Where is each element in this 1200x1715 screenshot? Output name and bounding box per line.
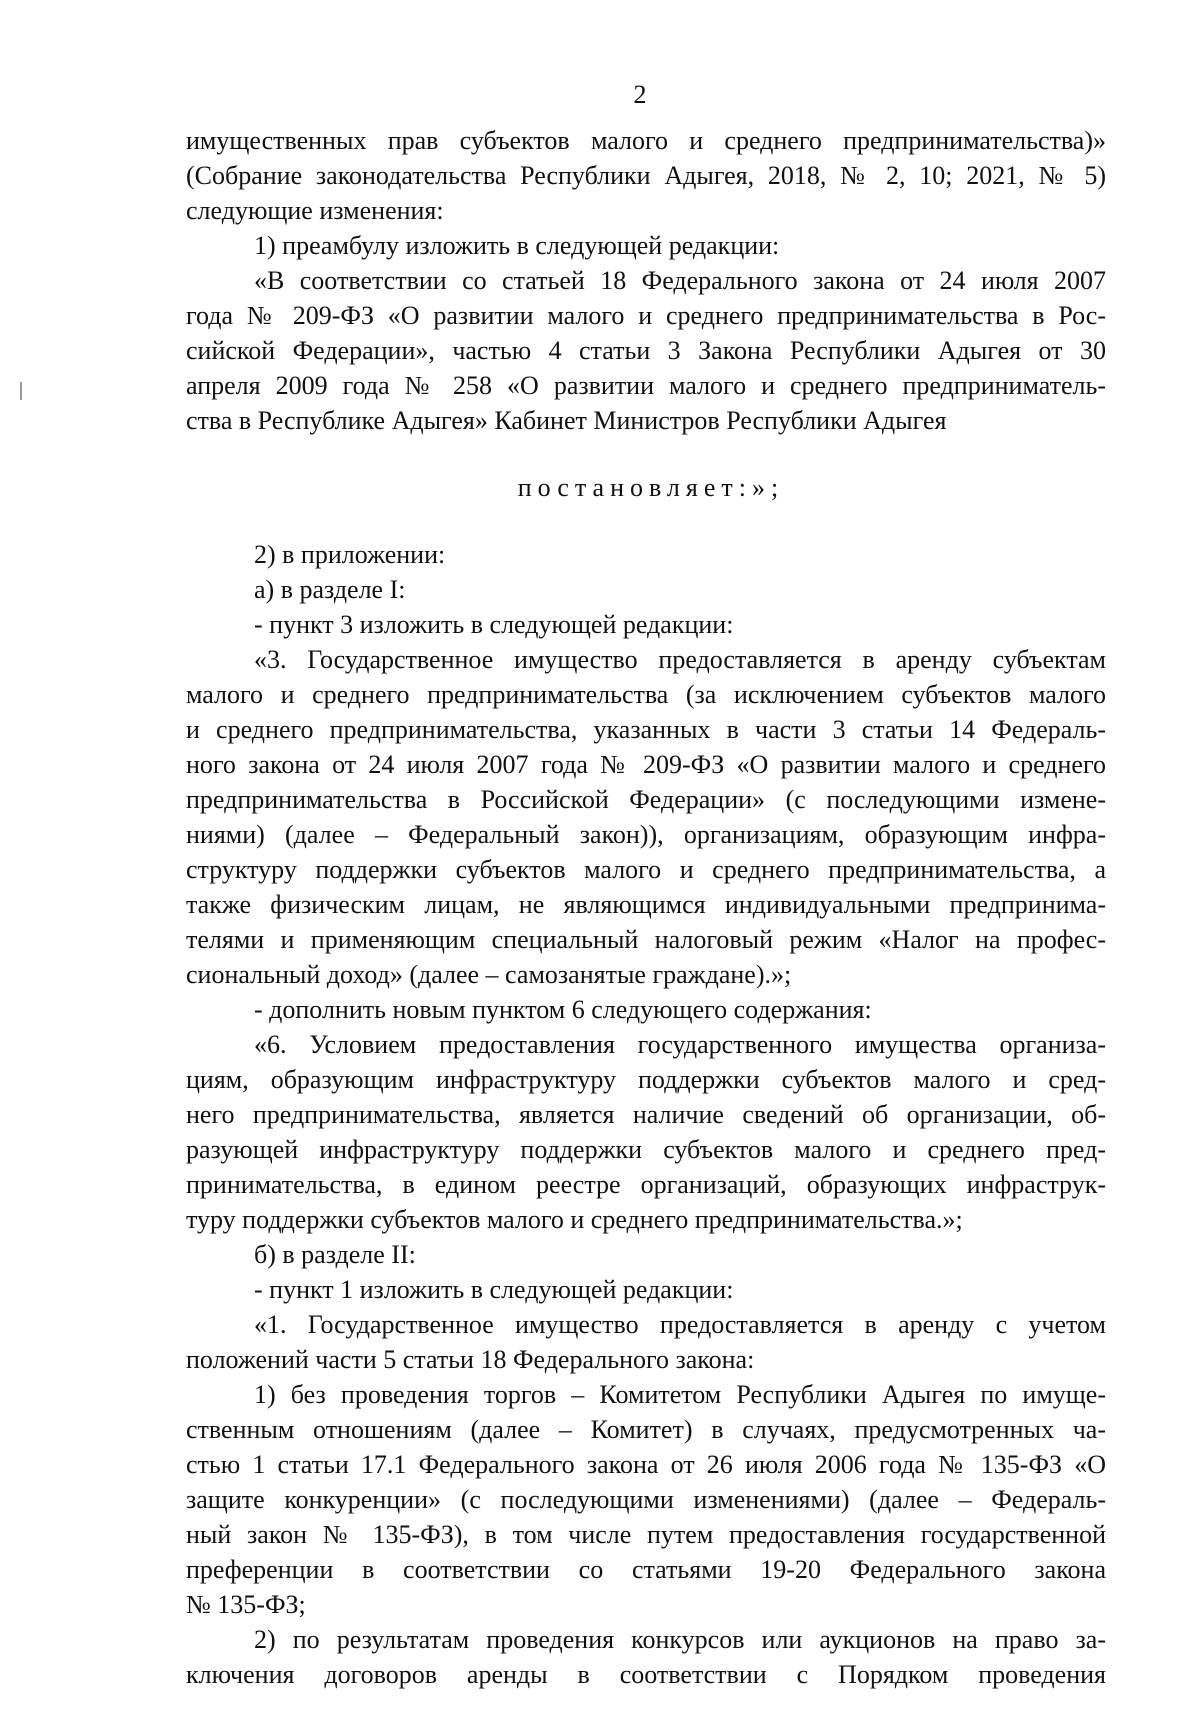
text-line: «В соответствии со статьей 18 Федерального закона от 24 июля 2007 <box>254 266 1106 295</box>
text-line: - дополнить новым пунктом 6 следующего содержания: <box>254 995 872 1024</box>
text-line: № 135-ФЗ; <box>186 1590 306 1619</box>
text-line: имущественных прав субъектов малого и среднего предпринимательства)» <box>186 126 1106 155</box>
text-line: сиональный доход» (далее – самозанятые граждане).»; <box>186 960 792 989</box>
text-line: и среднего предпринимательства, указанных в части 3 статьи 14 Федераль- <box>186 715 1106 744</box>
text-line: циям, образующим инфраструктуру поддержки субъектов малого и сред- <box>186 1065 1106 1094</box>
text-line: ного закона от 24 июля 2007 года № 209-ФЗ «О развитии малого и среднего <box>186 750 1106 779</box>
text-line: а) в разделе I: <box>254 575 406 604</box>
text-line: (Собрание законодательства Республики Адыгея, 2018, № 2, 10; 2021, № 5) <box>186 161 1106 190</box>
text-line: «3. Государственное имущество предоставляется в аренду субъектам <box>254 645 1106 674</box>
text-line: телями и применяющим специальный налоговый режим «Налог на профес- <box>186 925 1106 954</box>
text-line: сийской Федерации», частью 4 статьи 3 Закона Республики Адыгея от 30 <box>186 336 1106 365</box>
text-line: 1) без проведения торгов – Комитетом Республики Адыгея по имуще- <box>254 1380 1106 1409</box>
text-line: защите конкуренции» (с последующими изменениями) (далее – Федераль- <box>186 1485 1106 1514</box>
text-line: положений части 5 статьи 18 Федерального закона: <box>186 1345 755 1374</box>
text-line: принимательства, в едином реестре организаций, образующих инфраструк- <box>186 1170 1106 1199</box>
text-line: предпринимательства в Российской Федерации» (с последующими измене- <box>186 785 1106 814</box>
text-line: 1) преамбулу изложить в следующей редакции: <box>254 231 780 260</box>
text-line: следующие изменения: <box>186 196 444 225</box>
text-line: ниями) (далее – Федеральный закон)), организациям, образующим инфра- <box>186 820 1106 849</box>
text-line: апреля 2009 года № 258 «О развитии малого и среднего предприниматель- <box>186 371 1106 400</box>
document-body <box>186 123 1106 1692</box>
text-line: преференции в соответствии со статьями 19-20 Федерального закона <box>186 1555 1106 1584</box>
text-line: 2) по результатам проведения конкурсов или аукционов на право за- <box>254 1625 1106 1654</box>
text-line: стью 1 статьи 17.1 Федерального закона от 26 июля 2006 года № 135-ФЗ «О <box>186 1450 1106 1479</box>
resolution-word: постановляет:»; <box>517 473 785 502</box>
text-line: «1. Государственное имущество предоставляется в аренду с учетом <box>254 1310 1106 1339</box>
text-line: ственным отношениям (далее – Комитет) в случаях, предусмотренных ча- <box>186 1415 1106 1444</box>
text-line: ства в Республике Адыгея» Кабинет Министров Республики Адыгея <box>186 406 947 435</box>
text-line: структуру поддержки субъектов малого и среднего предпринимательства, а <box>186 855 1106 884</box>
text-line: ный закон № 135-ФЗ), в том числе путем предоставления государственной <box>186 1520 1106 1549</box>
text-line: разующей инфраструктуру поддержки субъектов малого и среднего пред- <box>186 1135 1106 1164</box>
text-line: года № 209-ФЗ «О развитии малого и среднего предпринимательства в Рос- <box>186 301 1106 330</box>
text-line: малого и среднего предпринимательства (за исключением субъектов малого <box>186 680 1106 709</box>
text-line: «6. Условием предоставления государственного имущества организа- <box>254 1030 1106 1059</box>
text-line: - пункт 3 изложить в следующей редакции: <box>254 610 734 639</box>
text-line: б) в разделе II: <box>254 1240 416 1269</box>
page-number: 2 <box>633 80 647 109</box>
text-line: ключения договоров аренды в соответствии с Порядком проведения <box>186 1660 1106 1689</box>
text-line: - пункт 1 изложить в следующей редакции: <box>254 1275 734 1304</box>
margin-mark <box>20 382 22 400</box>
text-line: 2) в приложении: <box>254 540 446 569</box>
text-line: также физическим лицам, не являющимся индивидуальными предпринима- <box>186 890 1106 919</box>
text-line: него предпринимательства, является наличие сведений об организации, об- <box>186 1100 1106 1129</box>
text-line: туру поддержки субъектов малого и среднего предпринимательства.»; <box>186 1205 963 1234</box>
